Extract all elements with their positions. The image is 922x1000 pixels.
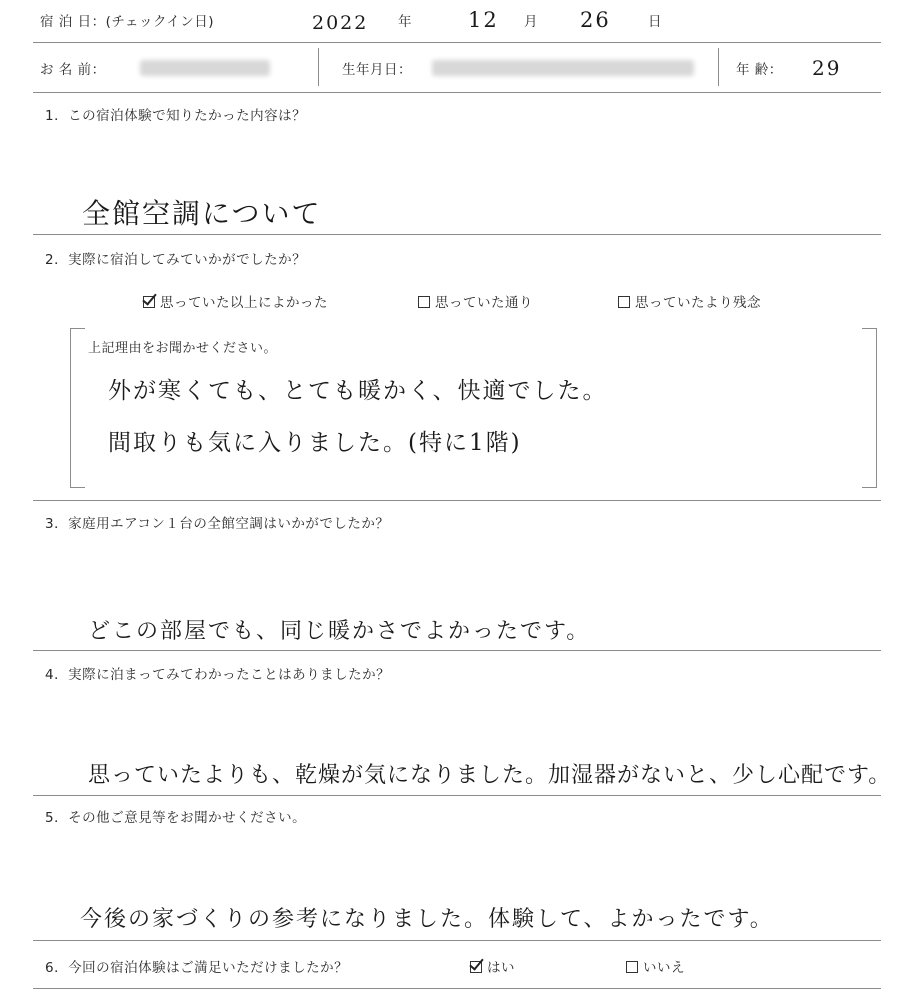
question-1-answer: 全館空調について	[82, 197, 322, 230]
divider	[318, 48, 319, 86]
checkbox-checked-icon[interactable]	[470, 961, 482, 973]
question-5-label: 5．その他ご意見等をお聞かせください。	[45, 810, 307, 826]
year-unit: 年	[398, 14, 412, 30]
reason-label: 上記理由をお聞かせください。	[88, 341, 278, 356]
question-2-label: 2．実際に宿泊してみていかがでしたか？	[45, 252, 307, 268]
birth-label: 生年月日：	[342, 62, 412, 78]
checkbox-checked-icon[interactable]	[143, 296, 155, 308]
divider	[33, 234, 881, 235]
checkbox-icon[interactable]	[626, 961, 638, 973]
option-as-expected[interactable]: 思っていた通り	[418, 291, 533, 311]
checkbox-icon[interactable]	[618, 296, 630, 308]
divider	[33, 42, 881, 43]
divider	[33, 988, 881, 989]
divider	[33, 92, 881, 93]
divider	[718, 48, 719, 86]
question-4-label: 4．実際に泊まってみてわかったことはありましたか？	[45, 667, 391, 683]
question-1-label: 1．この宿泊体験で知りたかった内容は？	[45, 108, 307, 124]
month-value: 12	[468, 8, 499, 32]
age-label: 年 齢：	[736, 62, 783, 78]
divider	[33, 500, 881, 501]
question-3-answer: どこの部屋でも、同じ暖かさでよかったです。	[88, 619, 591, 644]
divider	[33, 795, 881, 796]
day-unit: 日	[648, 14, 662, 30]
reason-box-left-bracket	[70, 328, 85, 488]
option-yes[interactable]: はい	[470, 956, 515, 976]
birth-redacted	[432, 60, 694, 80]
stay-date-label: 宿 泊 日：(チェックイン日)	[40, 14, 215, 30]
age-value: 29	[812, 56, 842, 80]
reason-box-right-bracket	[862, 328, 877, 488]
question-6-label: 6．今回の宿泊体験はご満足いただけましたか？	[45, 960, 349, 976]
year-value: 2022	[312, 12, 369, 34]
reason-line-1: 外が寒くても、とても暖かく、快適でした。	[108, 378, 608, 404]
day-value: 26	[580, 8, 611, 32]
divider	[33, 940, 881, 941]
question-5-answer: 今後の家づくりの参考になりました。体験して、よかったです。	[80, 907, 774, 932]
reason-line-2: 間取りも気に入りました。(特に1階)	[108, 430, 522, 456]
month-unit: 月	[524, 14, 538, 30]
option-disappointing[interactable]: 思っていたより残念	[618, 291, 761, 311]
divider	[33, 650, 881, 651]
option-better-than-expected[interactable]: 思っていた以上によかった	[143, 291, 328, 311]
question-4-answer: 思っていたよりも、乾燥が気になりました。加湿器がないと、少し心配です。	[88, 763, 892, 788]
checkbox-icon[interactable]	[418, 296, 430, 308]
option-no[interactable]: いいえ	[626, 956, 685, 976]
name-label: お 名 前：	[40, 62, 106, 78]
question-3-label: 3．家庭用エアコン１台の全館空調はいかがでしたか？	[45, 516, 390, 532]
name-redacted	[140, 60, 270, 80]
